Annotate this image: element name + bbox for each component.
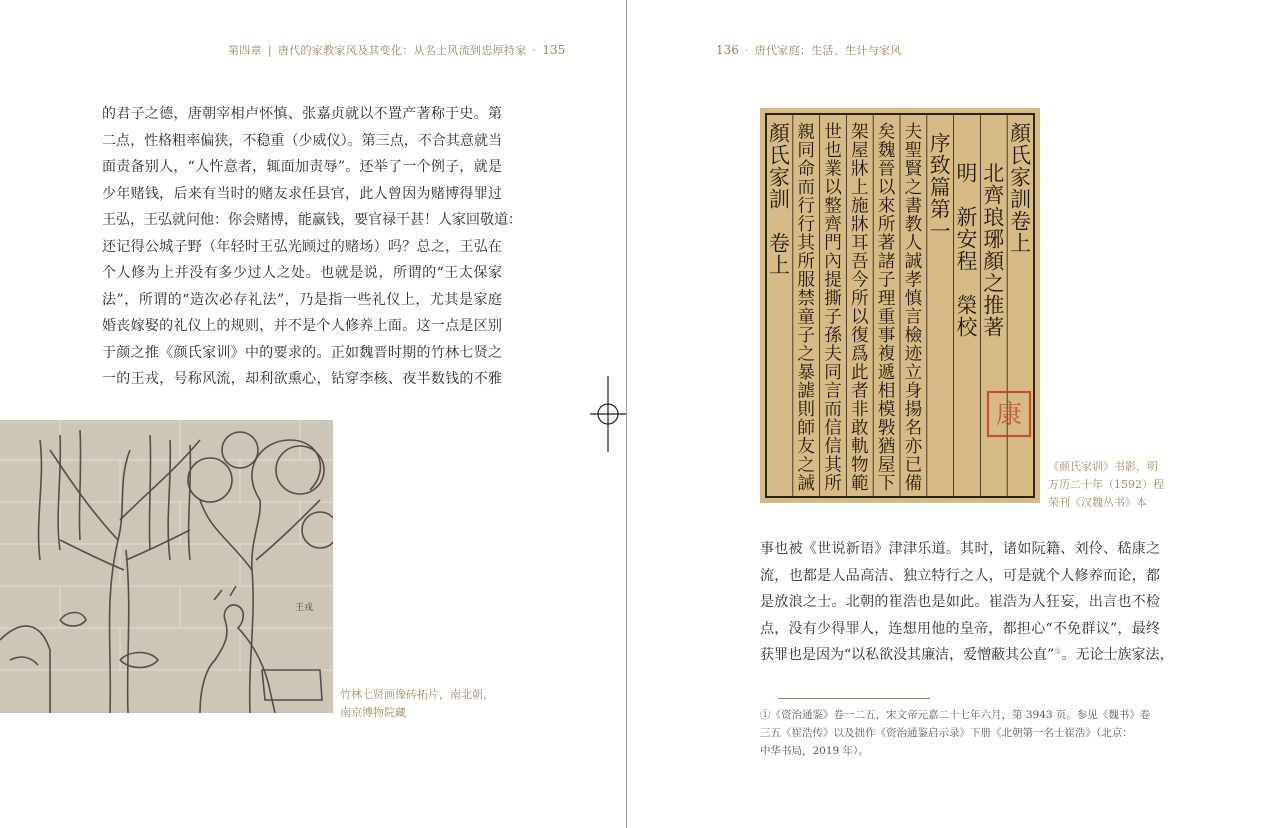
body-text-line: 王弘，王弘就问他：你会赌博，能赢钱，要官禄干甚！人家回敬道：: [102, 212, 522, 228]
head-divider: |: [267, 44, 272, 57]
body-text-line: 于颜之推《颜氏家训》中的要求的。正如魏晋时期的竹林七贤之: [102, 344, 502, 361]
body-text-line: 法”，所谓的“造次必存礼法”，乃是指一些礼仪上，尤其是家庭: [102, 291, 502, 308]
left-page: [0, 0, 626, 828]
seal-text: 康: [995, 400, 1023, 430]
body-text-segment: 获罪也是因为“以私欲没其廉洁，爱憎蔽其公直”: [760, 647, 1055, 663]
footnote-line: ①《资治通鉴》卷一二五，宋文帝元嘉二十七年六月，第 3943 页。参见《魏书》卷: [760, 709, 1151, 721]
woodblock-column-10: 顏氏家訓 卷上: [768, 121, 790, 278]
woodblock-column-8: 世也業以整齊門內提撕子孫夫同言而信信其所: [824, 122, 842, 495]
right-running-head: [716, 42, 902, 58]
woodblock-column-3: 明 新安程 榮校: [956, 161, 978, 340]
body-text-line: [760, 642, 1174, 669]
woodblock-column-5: 夫聖賢之書教人誠孝慎言檢迹立身揚名亦已備: [904, 122, 923, 495]
yanshi-jiaxun-woodblock-image: [760, 108, 1040, 503]
bamboo-grove-rubbing-image: [0, 420, 333, 713]
footnote-line: 三五《崔浩传》以及拙作《资治通鉴启示录》下册《北朝第一名士崔浩》（北京：: [760, 727, 1133, 739]
woodblock-column-6: 矣魏晉以來所著諸子理重事複遞相模斅猶屋下: [877, 122, 896, 495]
footnote: [760, 706, 1150, 760]
head-dot: ·: [744, 44, 749, 57]
footnote-marker[interactable]: ①: [1054, 646, 1062, 656]
body-text-line: 还记得公城子野（年轻时王弘光顾过的赌场）吗？总之，王弘在: [102, 238, 502, 255]
body-text-line: 面责备别人，“人忤意者，辄面加责辱”。还举了一个例子，就是: [102, 159, 502, 175]
caption-line: 荣刊《汉魏丛书》本: [1048, 496, 1147, 509]
woodblock-column-9: 親同命而行行其所服禁童子之暴謔則師友之誡: [797, 122, 816, 495]
body-text-line: 一的王戎，号称风流，却利欲熏心，钻穿李核、夜半数钱的不雅: [102, 371, 502, 387]
body-text-line: 婚丧嫁娶的礼仪上的规则，并不是个人修养上面。这一点是区别: [102, 318, 502, 334]
left-page-number: 135: [542, 43, 566, 57]
right-page: [634, 0, 1263, 828]
body-text-line: 少年赌钱，后来有当时的赌友求任县官，此人曾因为赌博得罪过: [102, 185, 502, 202]
left-figure-caption: [340, 686, 494, 722]
woodblock-column-1: 顏氏家訓卷上: [1010, 121, 1032, 256]
body-text-line: 点，没有少得罪人，连想用他的皇帝，都担心“不免群议”，最终: [760, 620, 1160, 637]
registration-mark-left: [590, 376, 626, 452]
body-text-line: 流，也都是人品高洁、独立特行之人，可是就个人修养而论，都: [760, 567, 1160, 584]
footnote-rule: [778, 698, 930, 699]
body-text-line: 事也被《世说新语》津津乐道。其时，诸如阮籍、刘伶、嵇康之: [760, 541, 1160, 557]
woodblock-column-4: 序致篇第一: [929, 131, 951, 244]
left-running-head: [228, 42, 565, 58]
body-text-segment: 。无论士族家法，: [1061, 647, 1174, 663]
left-body-text: [102, 101, 522, 393]
caption-line: 万历二十年（1592）程: [1048, 478, 1164, 491]
body-text-line: 的君子之德，唐朝宰相卢怀慎、张嘉贞就以不置产著称于史。第: [102, 106, 502, 122]
svg-text:王戎: 王戎: [295, 603, 314, 613]
caption-line: 《颜氏家训》书影，明: [1048, 460, 1158, 473]
spine-line-left: [626, 0, 627, 828]
right-figure-caption: [1048, 458, 1164, 512]
book-title: 唐代家庭：生活、生计与家风: [754, 44, 902, 57]
body-text-line: 个人修为上并没有多少过人之处。也就是说，所谓的“王太保家: [102, 265, 502, 281]
right-page-number: 136: [716, 43, 739, 57]
body-text-line: 是放浪之士。北朝的崔浩也是如此。崔浩为人狂妄，出言也不检: [760, 594, 1160, 610]
right-body-text: [760, 536, 1174, 669]
woodblock-column-7: 架屋牀上施牀耳吾今所以復爲此者非敢軌物範: [850, 122, 869, 495]
footnote-line: 中华书局，2019 年）。: [760, 745, 869, 757]
chapter-title: 唐代的家教家风及其变化：从名士风流到忠厚持家: [277, 44, 527, 57]
chapter-label: 第四章: [228, 44, 262, 57]
body-text-line: 二点，性格粗率偏狭，不稳重（少威仪）。第三点，不合其意就当: [102, 132, 502, 149]
caption-line: 南京博物院藏: [340, 706, 406, 719]
woodblock-column-2: 北齊琅琊顏之推著: [983, 161, 1005, 340]
head-dot: ·: [532, 44, 537, 57]
caption-line: 竹林七贤画像砖拓片，南北朝，: [340, 688, 494, 701]
